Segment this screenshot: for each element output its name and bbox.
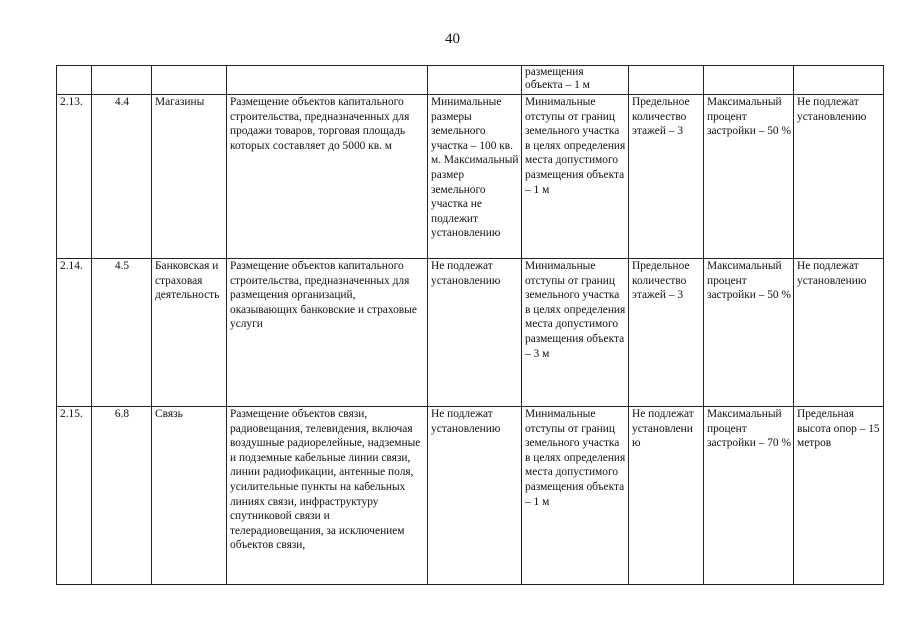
cell-empty — [428, 66, 522, 95]
row-plot-size: Не подлежат установлению — [428, 407, 522, 585]
row-coverage: Максимальный процент застройки – 50 % — [704, 259, 794, 407]
table-row — [57, 407, 884, 585]
row-number: 2.14. — [57, 259, 92, 407]
carryover-setbacks: размещения объекта – 1 м — [522, 66, 629, 95]
table-row — [57, 95, 884, 259]
cell-empty — [92, 66, 152, 95]
row-name: Банковская и страховая деятельность — [152, 259, 227, 407]
row-setbacks: Минимальные отступы от границ земельного участка в целях определения места допустимого размещения объекта – 1 м — [522, 407, 629, 585]
cell-empty — [704, 66, 794, 95]
row-coverage: Максимальный процент застройки – 50 % — [704, 95, 794, 259]
row-plot-size: Минимальные размеры земельного участка – 100 кв. м. Максимальный размер земельного участка не подлежит установлению — [428, 95, 522, 259]
row-floors: Предельное количество этажей – 3 — [629, 259, 704, 407]
row-other: Не подлежат установлению — [794, 95, 884, 259]
cell-empty — [794, 66, 884, 95]
row-description: Размещение объектов капитального строительства, предназначенных для продажи товаров, торговая площадь которых составляет до 5000 кв. м — [227, 95, 428, 259]
page-number: 40 — [445, 31, 460, 47]
row-number: 2.13. — [57, 95, 92, 259]
cell-empty — [227, 66, 428, 95]
cell-empty — [629, 66, 704, 95]
table-row-carryover — [57, 66, 884, 95]
row-description: Размещение объектов связи, радиовещания, телевидения, включая воздушные радиорелейные, надземные и подземные кабельные линии связи, линии радиофикации, антенные поля, усилительные пункты на кабельных линиях связи, инфраструктуру спутниковой связи и телерадиовещания, за исключением объектов связи, — [227, 407, 428, 585]
row-name: Магазины — [152, 95, 227, 259]
row-name: Связь — [152, 407, 227, 585]
row-other: Предельная высота опор – 15 метров — [794, 407, 884, 585]
cell-empty — [57, 66, 92, 95]
row-number: 2.15. — [57, 407, 92, 585]
row-floors: Предельное количество этажей – 3 — [629, 95, 704, 259]
row-code: 4.4 — [92, 95, 152, 259]
row-other: Не подлежат установлению — [794, 259, 884, 407]
row-plot-size: Не подлежат установлению — [428, 259, 522, 407]
row-code: 6.8 — [92, 407, 152, 585]
row-setbacks: Минимальные отступы от границ земельного участка в целях определения места допустимого размещения объекта – 1 м — [522, 95, 629, 259]
regulations-table — [56, 65, 884, 585]
row-floors: Не подлежат установлению — [629, 407, 704, 585]
row-coverage: Максимальный процент застройки – 70 % — [704, 407, 794, 585]
row-description: Размещение объектов капитального строительства, предназначенных для размещения организаций, оказывающих банковские и страховые услуги — [227, 259, 428, 407]
row-code: 4.5 — [92, 259, 152, 407]
cell-empty — [152, 66, 227, 95]
row-setbacks: Минимальные отступы от границ земельного участка в целях определения места допустимого размещения объекта – 3 м — [522, 259, 629, 407]
table-row — [57, 259, 884, 407]
